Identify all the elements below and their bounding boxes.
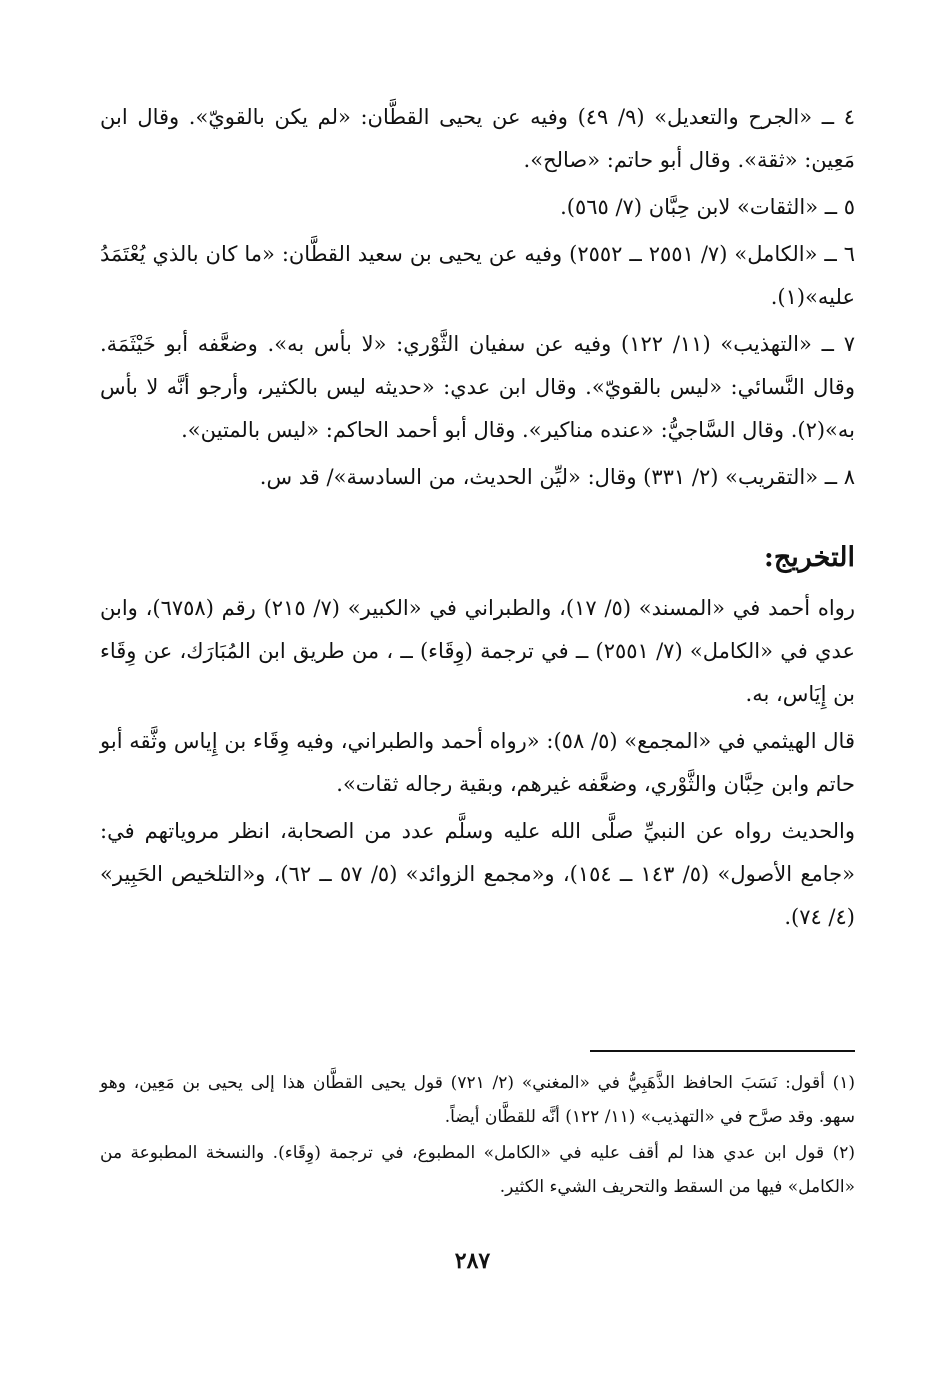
narrator-item-8: ٨ ــ «التقريب» (٢/ ٣٣١) وقال: «ليِّن الحديث، من السادسة»/ قد س. [259,465,855,489]
takhrij-paragraph-3: والحديث رواه عن النبيِّ صلَّى الله عليه وسلَّم عدد من الصحابة، انظر مروياتهم في: «جامع الأصول» (٥/ ١٤٣ ــ ١٥٤)، و«مجمع الزوائد» (٥/ ٥٧ ــ ٦٢)، و«التلخيص الحَبِير» (٤/ ٧٤). [100,819,855,929]
narrator-item-5: ٥ ــ «الثقات» لابن حِبَّان (٧/ ٥٦٥). [560,195,855,219]
takhrij-heading: التخريج: [763,542,855,573]
footnotes-divider [590,1050,855,1052]
footnote-2: (٢) قول ابن عدي هذا لم أقف عليه في «الكامل» المطبوع، في ترجمة (وِقَاء). والنسخة المطبوعة من «الكامل» فيها من السقط والتحريف الشيء الكثير. [100,1143,855,1197]
narrator-item-6: ٦ ــ «الكامل» (٧/ ٢٥٥١ ــ ٢٥٥٢) وفيه عن يحيى بن سعيد القطَّان: «ما كان بالذي يُعْتَمَدُ عليه»(١). [100,242,856,309]
narrator-item-4: ٤ ــ «الجرح والتعديل» (٩/ ٤٩) وفيه عن يحيى القطَّان: «لم يكن بالقويّ». وقال ابن مَعِين: «ثقة». وقال أبو حاتم: «صالح». [100,105,855,172]
page-body [100,96,855,939]
narrator-item-7: ٧ ــ «التهذيب» (١١/ ١٢٢) وفيه عن سفيان الثَّوْري: «لا بأس به». وضعَّفه أبو خَيْثَمَة. وقال النَّسائي: «ليس بالقويّ». وقال ابن عدي: «حديثه ليس بالكثير، وأرجو أنَّه لا بأس به»(٢). وقال السَّاجيُّ: «عنده مناكير». وقال أبو أحمد الحاكم: «ليس بالمتين». [100,332,855,442]
takhrij-paragraph-1: رواه أحمد في «المسند» (٥/ ١٧)، والطبراني في «الكبير» (٧/ ٢١٥) رقم (٦٧٥٨)، وابن عدي في «الكامل» (٧/ ٢٥٥١) ــ في ترجمة (وِقَاء) ــ ، من طريق ابن المُبَارَك، عن وِقَاء بن إِيَاس، به. [100,596,855,706]
footnotes [100,1066,855,1206]
takhrij-paragraph-2: قال الهيثمي في «المجمع» (٥/ ٥٨): «رواه أحمد والطبراني، وفيه وِقَاء بن إِياس وثَّقه أبو حاتم وابن حِبَّان والثَّوْري، وضعَّفه غيرهم، وبقية رجاله ثقات». [100,729,855,796]
page-number: ٢٨٧ [454,1248,491,1274]
footnote-1: (١) أقول: نَسَبَ الحافظ الذَّهَبِيُّ في «المغني» (٢/ ٧٢١) قول يحيى القطَّان هذا إلى يحيى بن مَعِين، وهو سهو. وقد صرَّح في «التهذيب» (١١/ ١٢٢) أنَّه للقطَّان أيضاً. [100,1073,856,1127]
